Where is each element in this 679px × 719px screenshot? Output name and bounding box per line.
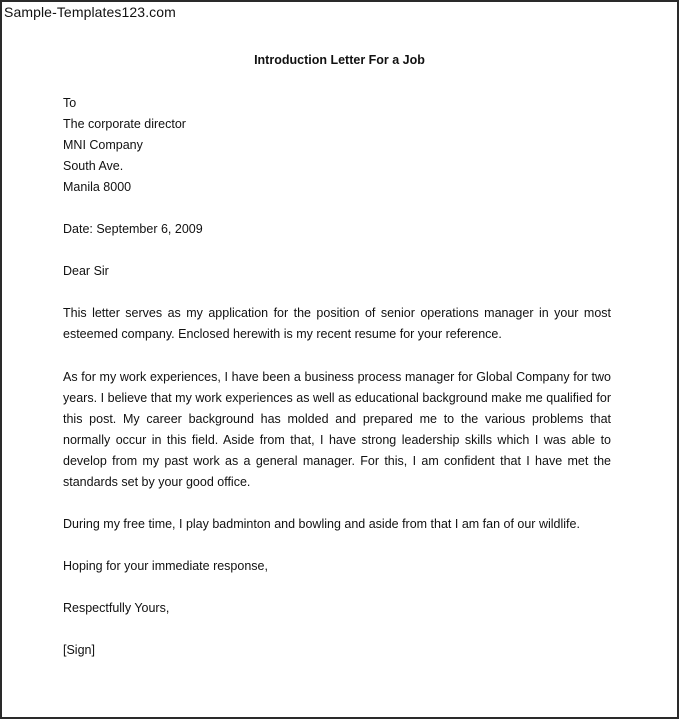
address-city: Manila 8000 [63,180,132,194]
address-street: South Ave. [63,159,124,173]
closing-line: Hoping for your immediate response, [63,559,268,573]
letter-title: Introduction Letter For a Job [254,53,425,67]
body-paragraph-3: During my free time, I play badminton and bowling and aside from that I am fan of our wildlife. [63,517,580,531]
salutation: Dear Sir [63,264,109,278]
body-paragraph-2: As for my work experiences, I have been a business process manager for Global Company for two years. I believe that my work experiences as well as educational background make me qualified for this post. My career background has molded and prepared me to the various problems that normally occur in this field. Aside from that, I have strong leadership skills which I was able to develop from my past work as a general manager. For this, I am confident that I have met the standards set by your good office. [63,370,611,489]
valediction: Respectfully Yours, [63,601,170,615]
address-name: The corporate director [63,117,186,131]
address-company: MNI Company [63,138,143,152]
body-paragraph-1: This letter serves as my application for the position of senior operations manager in your most esteemed company. Enclosed herewith is my recent resume for your reference. [63,306,611,341]
site-watermark: Sample-Templates123.com [4,4,176,20]
signature-placeholder: [Sign] [63,643,95,657]
letter-date: Date: September 6, 2009 [63,222,203,236]
address-to: To [63,96,77,110]
recipient-address [63,93,611,198]
